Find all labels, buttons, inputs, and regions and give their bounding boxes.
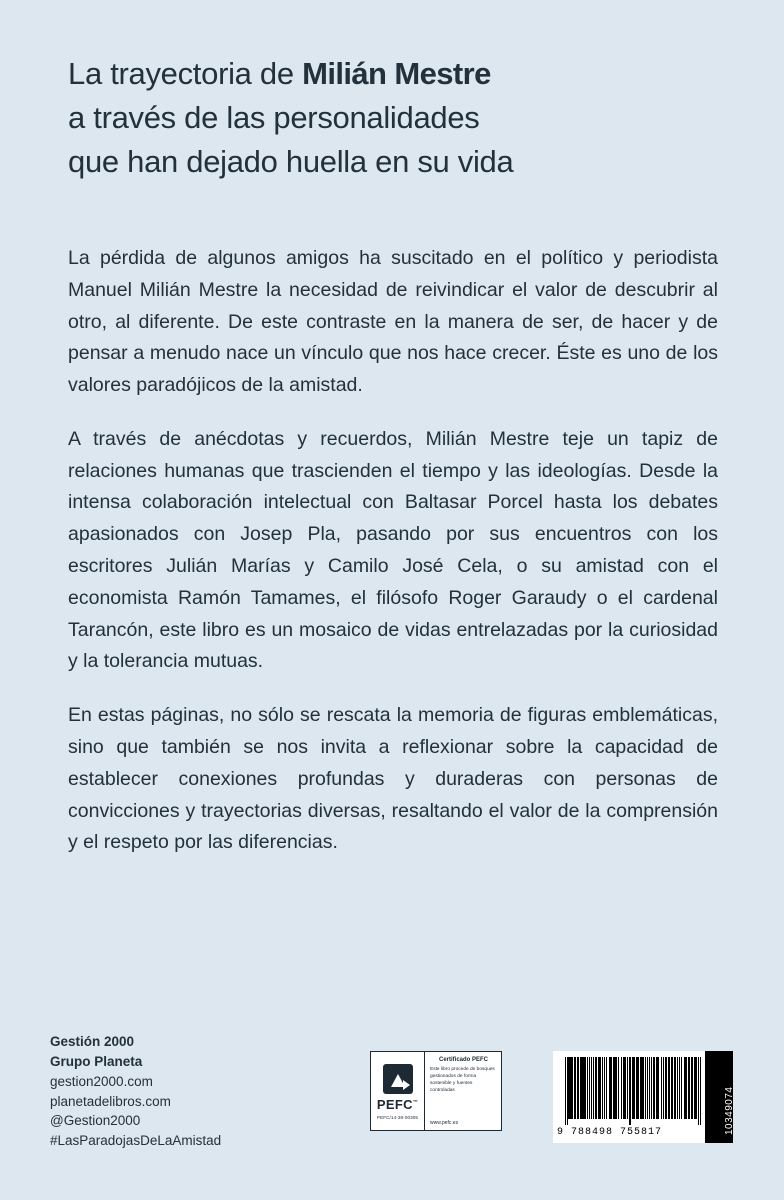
blurb-paragraph-3: En estas páginas, no sólo se rescata la memoria de figuras emblemáticas, sino que también se nos invita a reflexionar sobre la capacidad de establecer conexiones profundas y duraderas con personas de convicciones y trayectorias diversas, resaltando el valor de la comprensión y el respeto por las diferencias. [68, 704, 718, 854]
pefc-tree-icon [383, 1064, 413, 1094]
pefc-badge [370, 1051, 502, 1131]
barcode-digits: 9 788498 755817 [557, 1127, 663, 1138]
barcode-main [553, 1051, 705, 1143]
blurb-paragraph-2: A través de anécdotas y recuerdos, Milián Mestre teje un tapiz de relaciones humanas que trascienden el tiempo y las ideologías. Desde la intensa colaboración intelectual con Baltasar Porcel hasta los debates apasionados con Josep Pla, pasando por sus encuentros con los escritores Julián Marías y Camilo José Cela, o su amistad con el economista Ramón Tamames, el filósofo Roger Garaudy o el cardenal Tarancón, este libro es un mosaico de vidas entrelazadas por la curiosidad y la tolerancia mutuas. [68, 427, 718, 673]
pefc-code: PEFC/14-38-00305 [376, 1115, 419, 1120]
publisher-website[interactable]: gestion2000.com [50, 1073, 153, 1089]
social-handle[interactable]: @Gestion2000 [50, 1113, 141, 1129]
blurb-paragraph-1: La pérdida de algunos amigos ha suscitado en el político y periodista Manuel Milián Mestre la necesidad de reivindicar el valor de descubrir al otro, al diferente. De este contraste en la manera de ser, de hacer y de pensar a menudo nace un vínculo que nos hace crecer. Éste es uno de los valores paradójicos de la amistad. [68, 247, 718, 397]
headline-author-name: Milián Mestre [302, 56, 491, 91]
arrow-shape [403, 1080, 410, 1090]
headline-line-3: que han dejado huella en su vida [68, 144, 514, 180]
pefc-text-area [425, 1052, 501, 1130]
book-hashtag[interactable]: #LasParadojasDeLaAmistad [50, 1133, 222, 1149]
headline-line-1 [68, 52, 718, 96]
pefc-trademark: ™ [412, 1099, 419, 1106]
planeta-website[interactable]: planetadelibros.com [50, 1093, 171, 1109]
pefc-url[interactable]: www.pefc.es [430, 1120, 459, 1126]
barcode-side-panel [705, 1051, 733, 1143]
headline-prefix: La trayectoria de [68, 56, 303, 91]
pefc-title: Certificado PEFC [438, 1057, 488, 1063]
pefc-logo-area [371, 1052, 425, 1130]
barcode-bars [565, 1057, 701, 1123]
pefc-description: Este libro procede de bosques gestionados de forma sostenible y fuentes controladas [430, 1067, 495, 1093]
pefc-wordmark: PEFC™ [376, 1097, 419, 1112]
barcode [553, 1051, 733, 1143]
page-title [68, 52, 718, 184]
barcode-side-code: 10349074 [724, 1086, 735, 1135]
imprint-block [50, 1032, 221, 1151]
publisher-name: Gestión 2000 [50, 1034, 135, 1049]
footer [0, 1000, 784, 1200]
publisher-group: Grupo Planeta [50, 1053, 143, 1069]
blurb-text [68, 243, 718, 859]
headline-line-2: a través de las personalidades [68, 100, 480, 136]
